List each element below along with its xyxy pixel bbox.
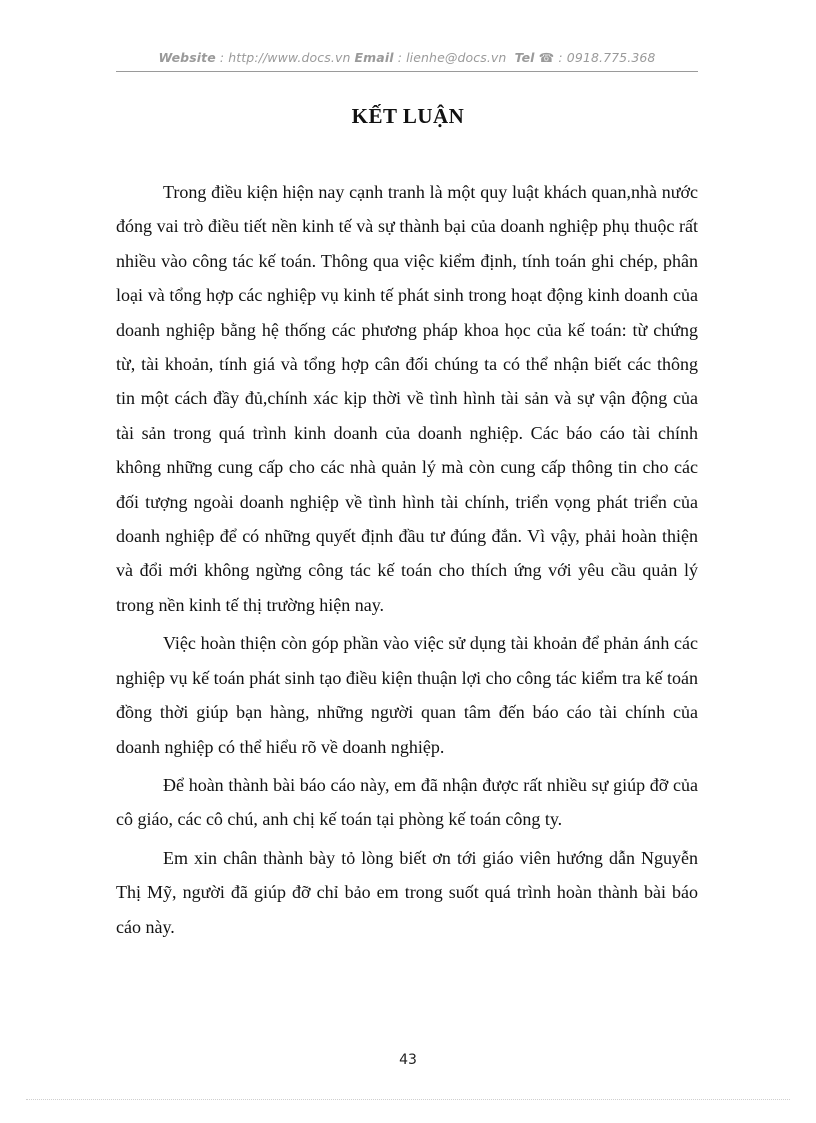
footer-divider (26, 1099, 790, 1100)
website-url: http://www.docs.vn (228, 50, 351, 65)
phone-icon: ☎ (538, 50, 555, 65)
website-separator: : (215, 50, 229, 65)
paragraph: Trong điều kiện hiện nay cạnh tranh là một quy luật khách quan,nhà nước đóng vai trò điều tiết nền kinh tế và sự thành bại của doanh nghiệp phụ thuộc rất nhiều vào công tác kế toán. Thông qua việc kiểm định, tính toán ghi chép, phân loại và tổng hợp các nghiệp vụ kinh tế phát sinh trong hoạt động kinh doanh của doanh nghiệp bằng hệ thống các phương pháp khoa học của kế toán: từ chứng từ, tài khoản, tính giá và tổng hợp cân đối chúng ta có thể nhận biết các thông tin một cách đầy đủ,chính xác kịp thời về tình hình tài sản và sự vận động của tài sản trong quá trình kinh doanh của doanh nghiệp. Các báo cáo tài chính không những cung cấp cho các nhà quản lý mà còn cung cấp thông tin cho các đối tượng ngoài doanh nghiệp về tình hình tài chính, triển vọng phát triển của doanh nghiệp để có những quyết định đầu tư đúng đắn. Vì vậy, phải hoàn thiện và đổi mới không ngừng công tác kế toán cho thích ứng với yêu cầu quản lý trong nền kinh tế thị trường hiện nay. (116, 182, 698, 615)
document-body (116, 175, 698, 948)
tel-separator: : (554, 50, 567, 65)
page-header (116, 50, 698, 65)
page-number: 43 (399, 1052, 417, 1068)
website-label: Website (158, 50, 216, 65)
paragraph: Để hoàn thành bài báo cáo này, em đã nhận được rất nhiều sự giúp đỡ của cô giáo, các cô chú, anh chị kế toán tại phòng kế toán công ty. (116, 774, 698, 830)
email-separator: : (393, 50, 407, 65)
tel-label: Tel (514, 50, 535, 65)
header-divider (116, 71, 698, 72)
tel-number: 0918.775.368 (566, 50, 656, 65)
email-address: lienhe@docs.vn (406, 50, 507, 65)
email-label: Email (354, 50, 394, 65)
paragraph: Em xin chân thành bày tỏ lòng biết ơn tới giáo viên hướng dẫn Nguyễn Thị Mỹ, người đã giúp đỡ chỉ bảo em trong suốt quá trình hoàn thành bài báo cáo này. (116, 847, 698, 937)
page-title: KẾT LUẬN (351, 104, 465, 128)
paragraph: Việc hoàn thiện còn góp phần vào việc sử dụng tài khoản để phản ánh các nghiệp vụ kế toán phát sinh tạo điều kiện thuận lợi cho công tác kiểm tra kế toán đồng thời giúp bạn hàng, những người quan tâm đến báo cáo tài chính của doanh nghiệp có thể hiểu rõ về doanh nghiệp. (116, 633, 698, 757)
